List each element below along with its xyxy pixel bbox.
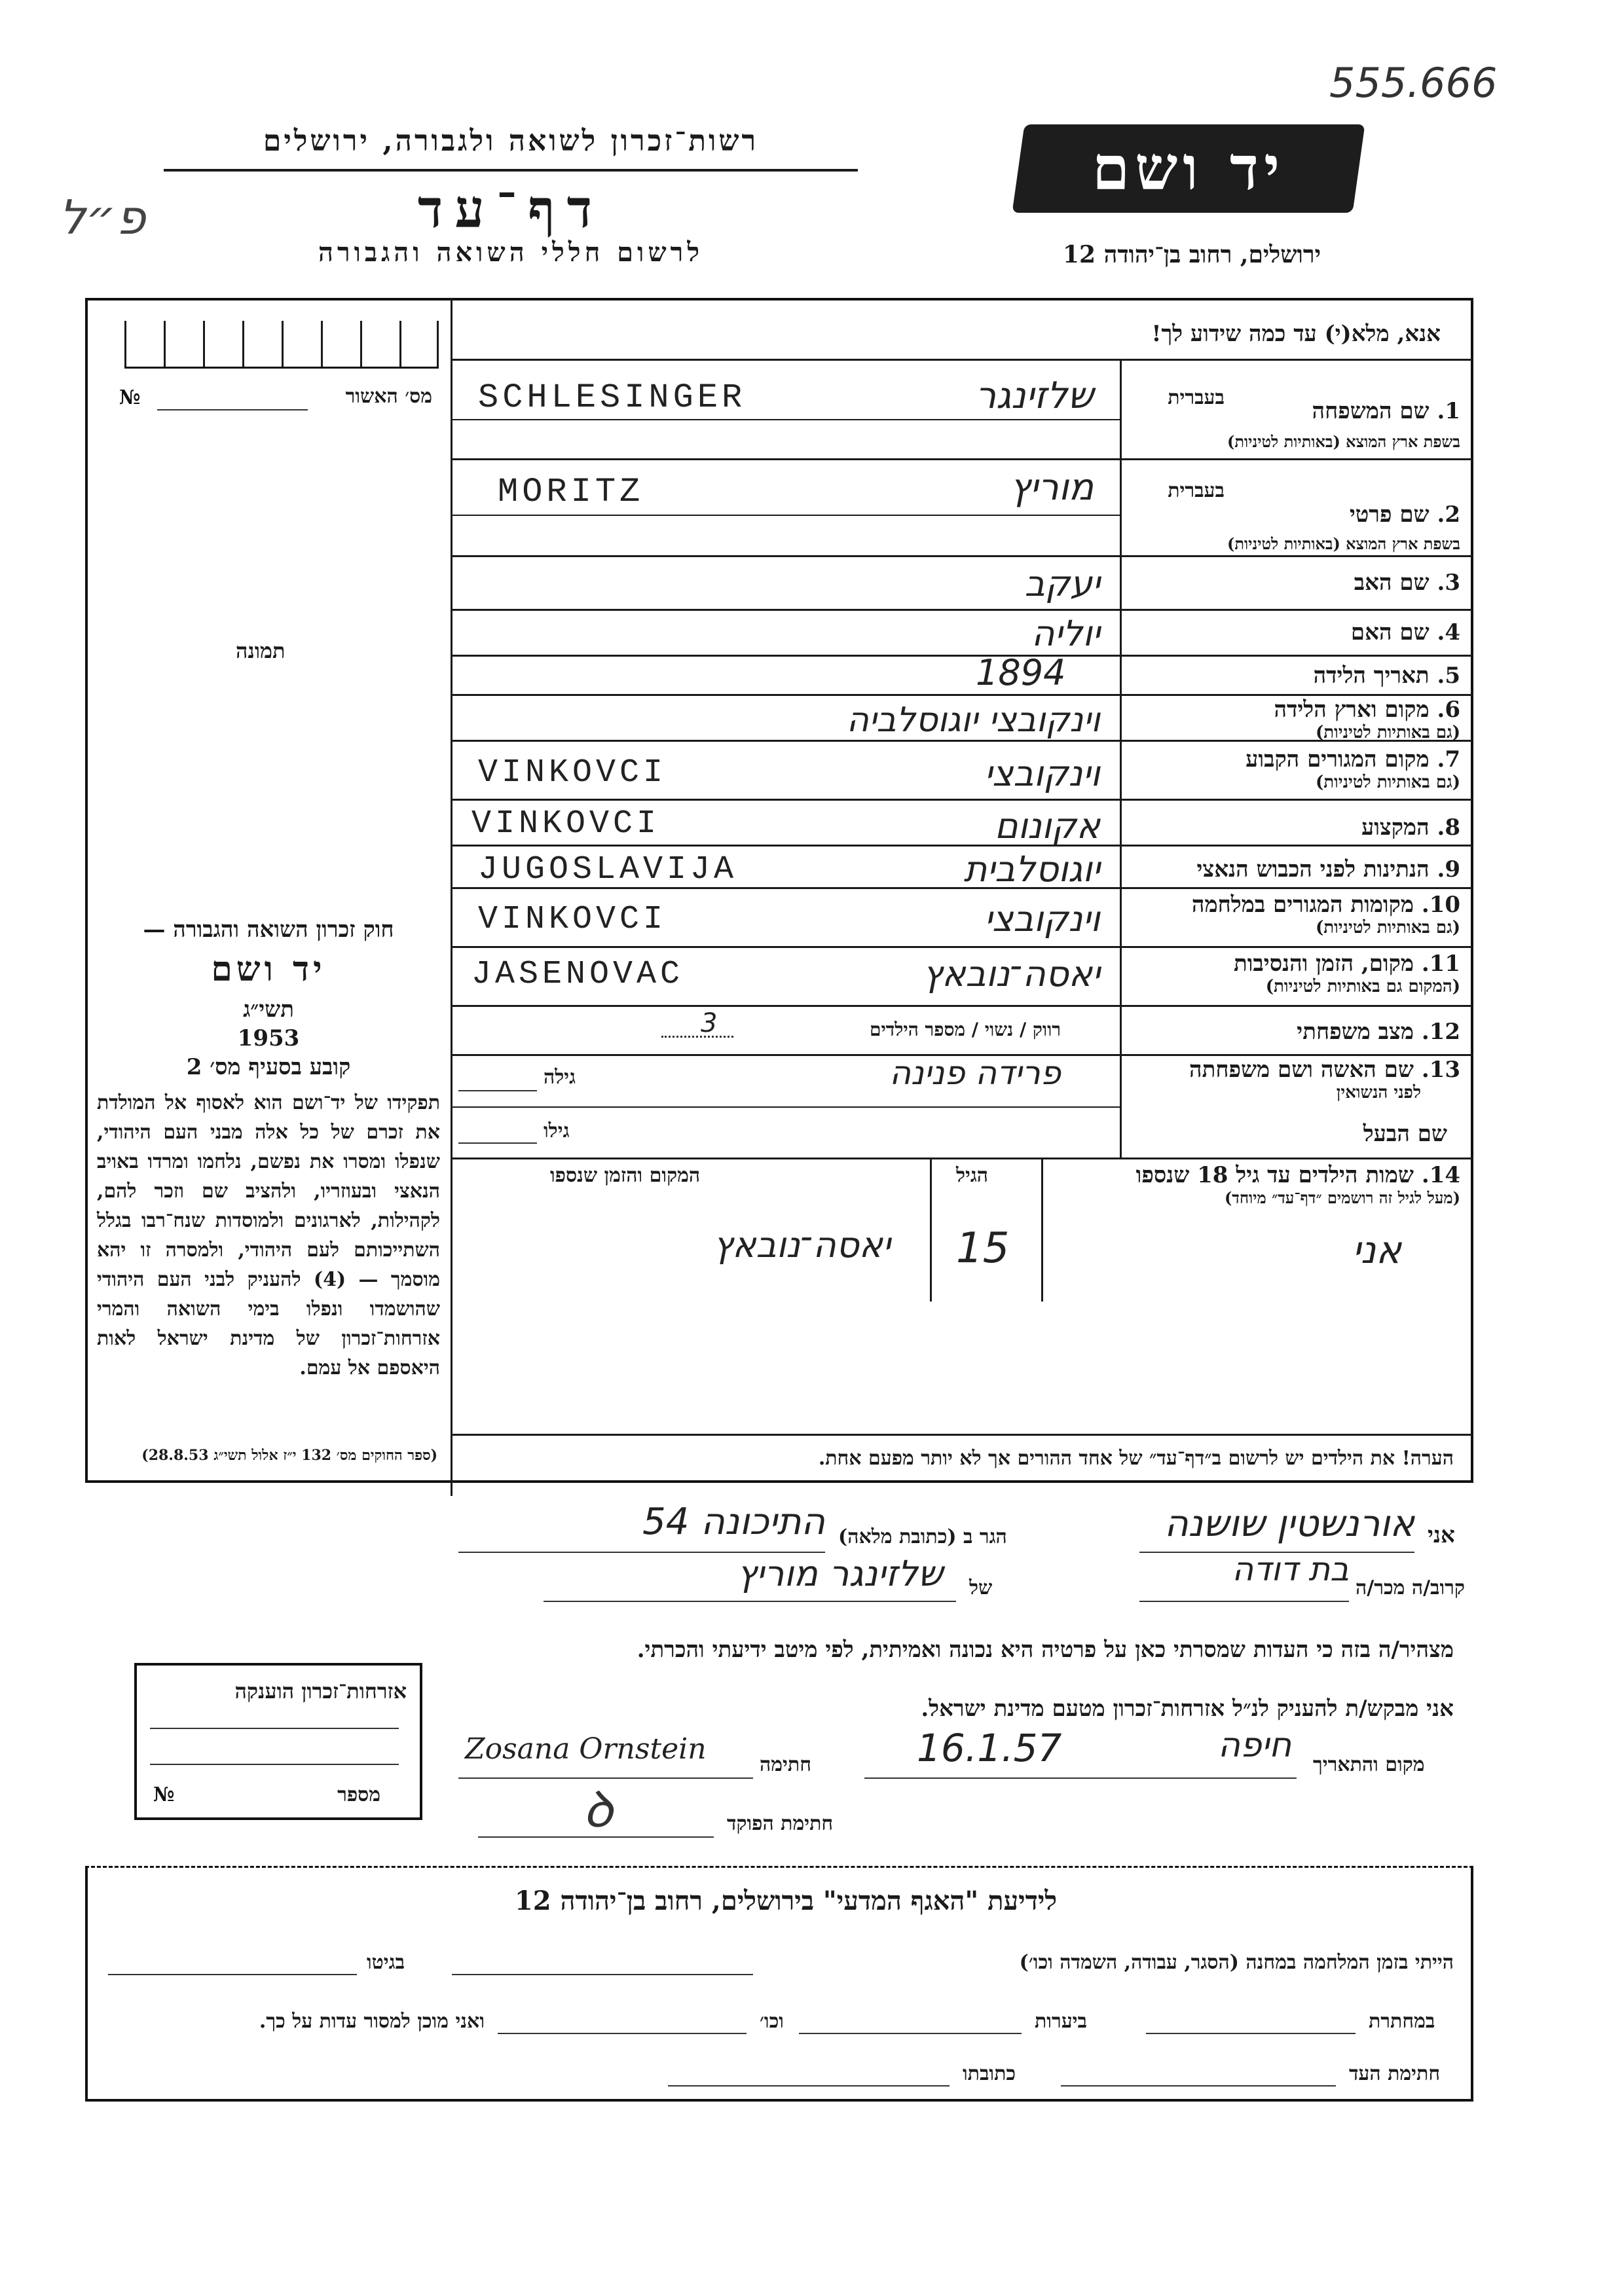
husband-age-field[interactable]	[458, 1142, 537, 1144]
citizenship-box	[134, 1663, 422, 1820]
photo-label: תמונה	[236, 638, 286, 663]
field-father-label: 3. שם האב	[1354, 570, 1460, 596]
of-label: של	[969, 1576, 993, 1599]
footer-ghetto-label: בגיטו	[367, 1951, 405, 1974]
law-year: 1953	[237, 1025, 300, 1051]
approval-number-label: מס׳ האשור	[345, 385, 432, 408]
logo-text: יד ושם	[1092, 133, 1285, 204]
field-wartime-residence: 10. מקומות המגורים במלחמה (גם באותיות לטיניות)	[1191, 892, 1460, 938]
authority-name: רשות־זכרון לשואה ולגבורה, ירושלים	[263, 124, 759, 158]
wife-age-field[interactable]	[458, 1090, 537, 1091]
forests-field[interactable]	[799, 2033, 1022, 2034]
yad-vashem-logo	[1012, 124, 1365, 213]
residence-latin-value[interactable]: VINKOVCI	[478, 754, 667, 792]
wartime-residence-latin-value[interactable]: VINKOVCI	[478, 901, 667, 938]
instruction-text: אנא, מלא(י) עד כמה שידוע לך!	[1151, 321, 1441, 347]
birthdate-value[interactable]: 1894	[976, 652, 1066, 693]
children-age-column: הגיל	[956, 1164, 989, 1187]
footer-underground-label: במחתרת	[1369, 2010, 1435, 2033]
children-header: 14. שמות הילדים עד גיל 18 שנספו (מעל לגיל זה רושמים ״דף־עד״ מיוחד)	[1135, 1162, 1460, 1207]
given-name-latin-value[interactable]: MORITZ	[498, 473, 644, 511]
form-title: דף־עד	[417, 178, 604, 240]
field-residence: 7. מקום המגורים הקבוע (גם באותיות לטיניות)	[1246, 746, 1460, 792]
surname-latin-value[interactable]: SCHLESINGER	[478, 378, 747, 417]
field-given-name-label: 2. שם פרטי	[1349, 501, 1460, 528]
etc-field[interactable]	[498, 2033, 747, 2034]
husband-age-label: גילו	[544, 1120, 570, 1142]
father-name-value[interactable]: יעקב	[1024, 563, 1100, 604]
declarant-address-value[interactable]: התיכונה 54	[642, 1501, 825, 1543]
witness-signature-field[interactable]	[1061, 2085, 1336, 2086]
child-row-place[interactable]: יאסה־נובאץ	[713, 1224, 891, 1266]
declarant-signature[interactable]: Zosana Ornstein	[465, 1732, 707, 1766]
witness-address-field[interactable]	[668, 2085, 950, 2086]
field-given-name-sub: בשפת ארץ המוצא (באותיות לטיניות)	[1227, 534, 1460, 553]
officer-signature: ꝺ	[583, 1780, 613, 1838]
law-yad-vashem: יד ושם	[211, 949, 326, 989]
left-column-divider	[451, 298, 452, 1496]
officer-signature-label: חתימת הפוקד	[727, 1812, 834, 1835]
wife-age-label: גילה	[544, 1066, 576, 1089]
child-row-name[interactable]: אני	[1352, 1228, 1401, 1272]
declaration-text: מצהיר/ה בזה כי העדות שמסרתי כאן על פרטיה היא נכונה ואמיתית, לפי מיטב ידיעתי והכרתי.	[637, 1637, 1454, 1663]
death-place-hebrew-value[interactable]: יאסה־נובאץ	[923, 953, 1100, 994]
law-clause: קובע בסעיף מס׳ 2	[186, 1054, 351, 1080]
death-place-latin-value[interactable]: JASENOVAC	[471, 956, 684, 993]
declarant-name-value[interactable]: אורנשטין שושנה	[1164, 1503, 1414, 1545]
label-column-divider	[1120, 359, 1122, 1159]
date-value[interactable]: 16.1.57	[917, 1726, 1062, 1770]
field-death-place: 11. מקום, הזמן והנסיבות (המקום גם באותיות לטיניות)	[1233, 951, 1460, 996]
field-occupation-label: 8. המקצוע	[1361, 814, 1460, 841]
occupation-value[interactable]: אקונום	[994, 805, 1100, 847]
nationality-latin-value[interactable]: JUGOSLAVIJA	[478, 851, 738, 888]
law-reference: (ספר החוקים מס׳ 132 י״ז אלול תשי״ג 28.8.53)	[141, 1447, 437, 1464]
wife-name-value[interactable]: פרידה פנינה	[889, 1054, 1061, 1092]
of-name-value[interactable]: שלזינגר מוריץ	[737, 1553, 943, 1594]
citizenship-number-sign: №	[153, 1783, 175, 1806]
relation-label: קרוב/ה מכר/ה	[1356, 1576, 1465, 1599]
occupation-latin-value[interactable]: VINKOVCI	[471, 805, 661, 843]
nationality-hebrew-value[interactable]: יוגוסלבית	[963, 848, 1100, 890]
given-name-hebrew-value[interactable]: מוריץ	[1010, 466, 1094, 509]
citizenship-number-label: מספר	[337, 1783, 380, 1806]
field-mother-label: 4. שם האם	[1350, 619, 1460, 646]
form-subtitle: לרשום חללי השואה והגבורה	[318, 237, 704, 268]
field-surname-label: 1. שם המשפחה	[1312, 398, 1460, 424]
birthplace-value[interactable]: וינקובצי יוגוסלביה	[846, 701, 1100, 740]
wartime-residence-hebrew-value[interactable]: וינקובצי	[984, 898, 1100, 939]
footer-witness-signature-label: חתימת העד	[1349, 2062, 1441, 2085]
approval-number-field[interactable]	[157, 409, 308, 410]
declarant-i-label: אני	[1428, 1522, 1455, 1548]
field-marital-label: 12. מצב משפחתי	[1297, 1019, 1460, 1045]
place-date-label: מקום והתאריך	[1313, 1753, 1425, 1776]
residence-hebrew-value[interactable]: וינקובצי	[984, 753, 1100, 794]
relation-value[interactable]: בת דודה	[1232, 1550, 1349, 1588]
children-note: הערה! את הילדים יש לרשום ב״דף־עד״ של אחד ההורים אך לא יותר מפעם אחת.	[818, 1447, 1454, 1470]
mother-name-value[interactable]: יוליה	[1031, 613, 1100, 654]
institution-address: ירושלים, רחוב בן־יהודה 12	[1062, 241, 1321, 268]
field-nationality-label: 9. הנתינות לפני הכבוש הנאצי	[1196, 856, 1460, 883]
children-count-value[interactable]: 3	[701, 1008, 718, 1038]
tick-strip	[124, 321, 439, 369]
footer-ready-text: ואני מוכן למסור עדות על כך.	[259, 2010, 485, 2033]
request-text: אני מבקש/ת להעניק לנ״ל אזרחות־זכרון מטעם מדינת ישראל.	[921, 1696, 1454, 1722]
child-row-age[interactable]: 15	[956, 1224, 1010, 1273]
surname-hebrew-value[interactable]: שלזינגר	[975, 374, 1094, 417]
footer-etc-label: וכו׳	[760, 2010, 784, 2033]
signature-label: חתימה	[760, 1753, 811, 1776]
law-body: תפקידו של יד־ושם הוא לאסוף אל המולדת את זכרם של כל אלה מבני העם היהודי, שנפלו ומסרו את נפשם, נלחמו ומרדו באויב הנאצי ובעוזריו, ולהציב שם וזכר להם, לקהילות, לארגונים ולמוסדות שנח־רבו בגלל השתייכותם לעם היהודי, ולמסרה זו יהא מוסמך — (4) להעניק לבני העם היהודי שהושמדו ונפלו בימי השואה והמרי אזרחות־זכרון של מדינת ישראל לאות היאספם אל עמם.	[97, 1091, 440, 1379]
law-title: חוק זכרון השואה והגבורה —	[143, 917, 394, 943]
field-birthdate-label: 5. תאריך הלידה	[1313, 663, 1460, 689]
ghetto-field[interactable]	[108, 1974, 357, 1975]
marital-options: רווק / נשוי / מספר הילדים	[869, 1019, 1061, 1040]
field-birthplace: 6. מקום וארץ הלידה (גם באותיות לטיניות)	[1274, 697, 1460, 742]
approval-number-sign: №	[119, 386, 141, 409]
top-reference-number: 555.666	[1329, 59, 1498, 107]
footer-title: לידיעת "האגף המדעי" בירושלים, רחוב בן־יהודה 12	[514, 1886, 1058, 1916]
place-value[interactable]: חיפה	[1218, 1726, 1292, 1765]
field-given-name-tag: בעברית	[1168, 479, 1225, 502]
header-rule	[164, 169, 858, 172]
underground-field[interactable]	[1146, 2033, 1356, 2034]
camp-field[interactable]	[452, 1974, 753, 1975]
footer-forests-label: ביערות	[1035, 2010, 1088, 2033]
margin-note: פ״ל	[59, 190, 146, 245]
footer-address-label: כתובתו	[963, 2062, 1016, 2085]
citizenship-box-title: אזרחות־זכרון הוענקה	[234, 1679, 407, 1704]
field-surname-tag: בעברית	[1168, 386, 1225, 409]
husband-label: שם הבעל	[1363, 1121, 1447, 1147]
field-wife: 13. שם האשה ושם משפחתה לפני הנשואין	[1189, 1057, 1460, 1102]
law-year-hebrew: תשי״ג	[243, 996, 294, 1023]
children-place-column: המקום והזמן שנספו	[550, 1164, 701, 1187]
field-surname-sub: בשפת ארץ המוצא (באותיות לטיניות)	[1227, 432, 1460, 451]
declarant-resides-label: הגר ב (כתובת מלאה)	[838, 1525, 1007, 1548]
footer-camp-line: הייתי בזמן המלחמה במחנה (הסגר, עבודה, השמדה וכו׳)	[1019, 1951, 1454, 1974]
